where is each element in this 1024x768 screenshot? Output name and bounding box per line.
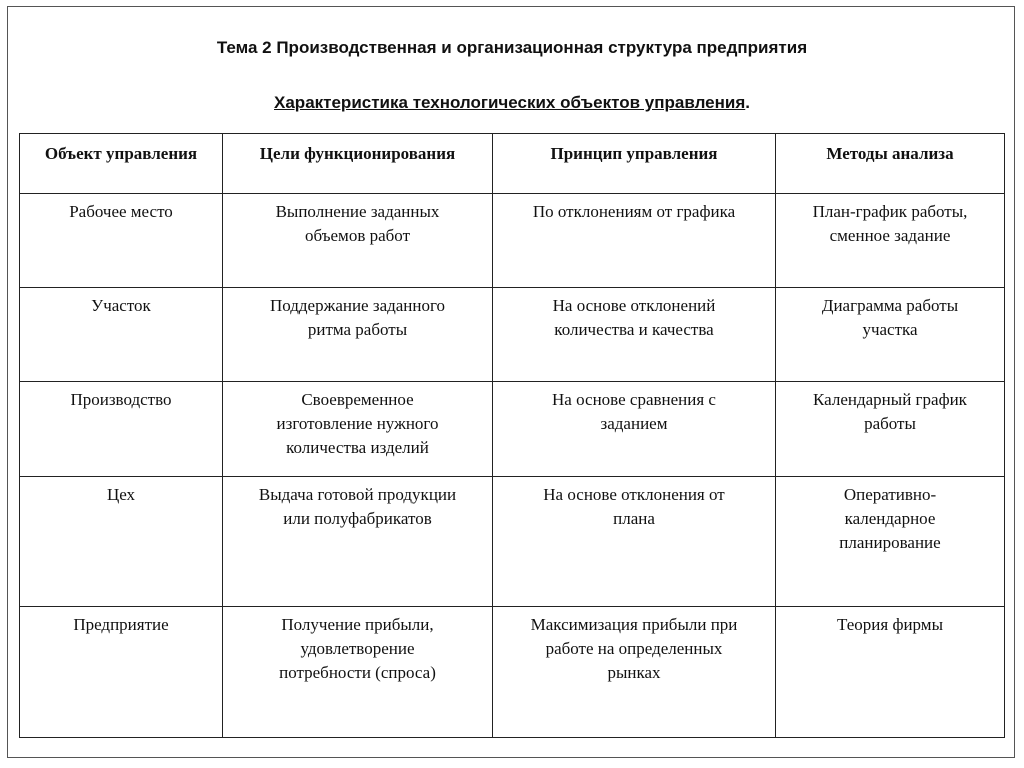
table-header-row: [20, 134, 1005, 194]
cell-object: Участок: [20, 288, 223, 382]
cell-principle: Максимизация прибыли при работе на определенных рынках: [493, 607, 776, 738]
cell-principle: На основе отклонений количества и качества: [493, 288, 776, 382]
cell-object: Цех: [20, 477, 223, 607]
cell-goals: Своевременное изготовление нужного количества изделий: [223, 382, 493, 477]
cell-methods: Диаграмма работы участка: [776, 288, 1005, 382]
cell-methods: Оперативно- календарное планирование: [776, 477, 1005, 607]
table-caption-text: Характеристика технологических объектов управления: [274, 93, 746, 112]
cell-object: Производство: [20, 382, 223, 477]
cell-object: Рабочее место: [20, 194, 223, 288]
cell-goals: Выполнение заданных объемов работ: [223, 194, 493, 288]
header-methods: Методы анализа: [776, 134, 1005, 194]
table-caption: [0, 93, 1024, 113]
cell-methods: План-график работы, сменное задание: [776, 194, 1005, 288]
table-row: [20, 382, 1005, 477]
table-row: [20, 194, 1005, 288]
page-title: Тема 2 Производственная и организационная структура предприятия: [216, 38, 808, 57]
table-row: [20, 607, 1005, 738]
cell-principle: По отклонениям от графика: [493, 194, 776, 288]
header-principle: Принцип управления: [493, 134, 776, 194]
cell-principle: На основе отклонения от плана: [493, 477, 776, 607]
header-object: Объект управления: [20, 134, 223, 194]
table-row: [20, 477, 1005, 607]
table-caption-suffix: .: [745, 93, 750, 112]
cell-principle: На основе сравнения с заданием: [493, 382, 776, 477]
cell-goals: Получение прибыли, удовлетворение потребности (спроса): [223, 607, 493, 738]
header-goals: Цели функционирования: [223, 134, 493, 194]
cell-methods: Теория фирмы: [776, 607, 1005, 738]
cell-methods: Календарный график работы: [776, 382, 1005, 477]
table-row: [20, 288, 1005, 382]
cell-object: Предприятие: [20, 607, 223, 738]
cell-goals: Поддержание заданного ритма работы: [223, 288, 493, 382]
cell-goals: Выдача готовой продукции или полуфабрикатов: [223, 477, 493, 607]
control-objects-table: [19, 133, 1005, 738]
